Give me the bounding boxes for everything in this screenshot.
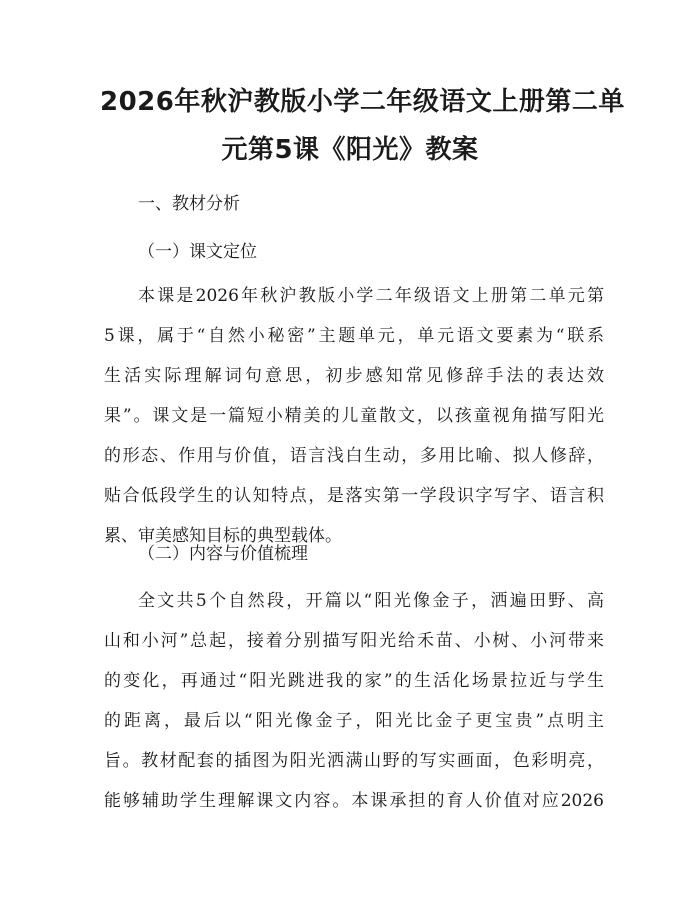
paragraph-line: 的距离，最后以“阳光像金子，阳光比金子更宝贵”点明主 xyxy=(104,711,604,731)
paragraph-lesson-positioning xyxy=(104,286,604,566)
paragraph-line: 累、审美感知目标的典型载体。 xyxy=(104,526,342,546)
paragraph-line: 生活实际理解词句意思，初步感知常见修辞手法的表达效 xyxy=(104,366,604,386)
paragraph-line: 山和小河”总起，接着分别描写阳光给禾苗、小树、小河带来 xyxy=(104,631,604,651)
paragraph-line: 果”。课文是一篇短小精美的儿童散文，以孩童视角描写阳光 xyxy=(104,406,604,426)
paragraph-line: 5课，属于“自然小秘密”主题单元，单元语文要素为“联系 xyxy=(104,326,604,346)
section-heading-textbook-analysis: 一、教材分析 xyxy=(138,194,240,214)
paragraph-line: 旨。教材配套的插图为阳光洒满山野的写实画面，色彩明亮， xyxy=(104,751,604,771)
paragraph-line: 本课是2026年秋沪教版小学二年级语文上册第二单元第 xyxy=(138,286,604,306)
subheading-content-and-value: （二）内容与价值梳理 xyxy=(138,544,308,564)
paragraph-line: 的变化，再通过“阳光跳进我的家”的生活化场景拉近与学生 xyxy=(104,671,604,691)
paragraph-line: 能够辅助学生理解课文内容。本课承担的育人价值对应2026 xyxy=(104,791,604,811)
paragraph-line: 全文共5个自然段，开篇以“阳光像金子，洒遍田野、高 xyxy=(138,591,604,611)
paragraph-line: 的形态、作用与价值，语言浅白生动，多用比喻、拟人修辞， xyxy=(104,446,604,466)
document-title-line-2: 元第5课《阳光》教案 xyxy=(221,135,479,165)
document-title-line-1: 2026年秋沪教版小学二年级语文上册第二单 xyxy=(100,87,625,117)
paragraph-line: 贴合低段学生的认知特点，是落实第一学段识字写字、语言积 xyxy=(104,486,604,506)
subheading-lesson-positioning: （一）课文定位 xyxy=(138,242,257,262)
paragraph-content-and-value xyxy=(104,591,604,831)
